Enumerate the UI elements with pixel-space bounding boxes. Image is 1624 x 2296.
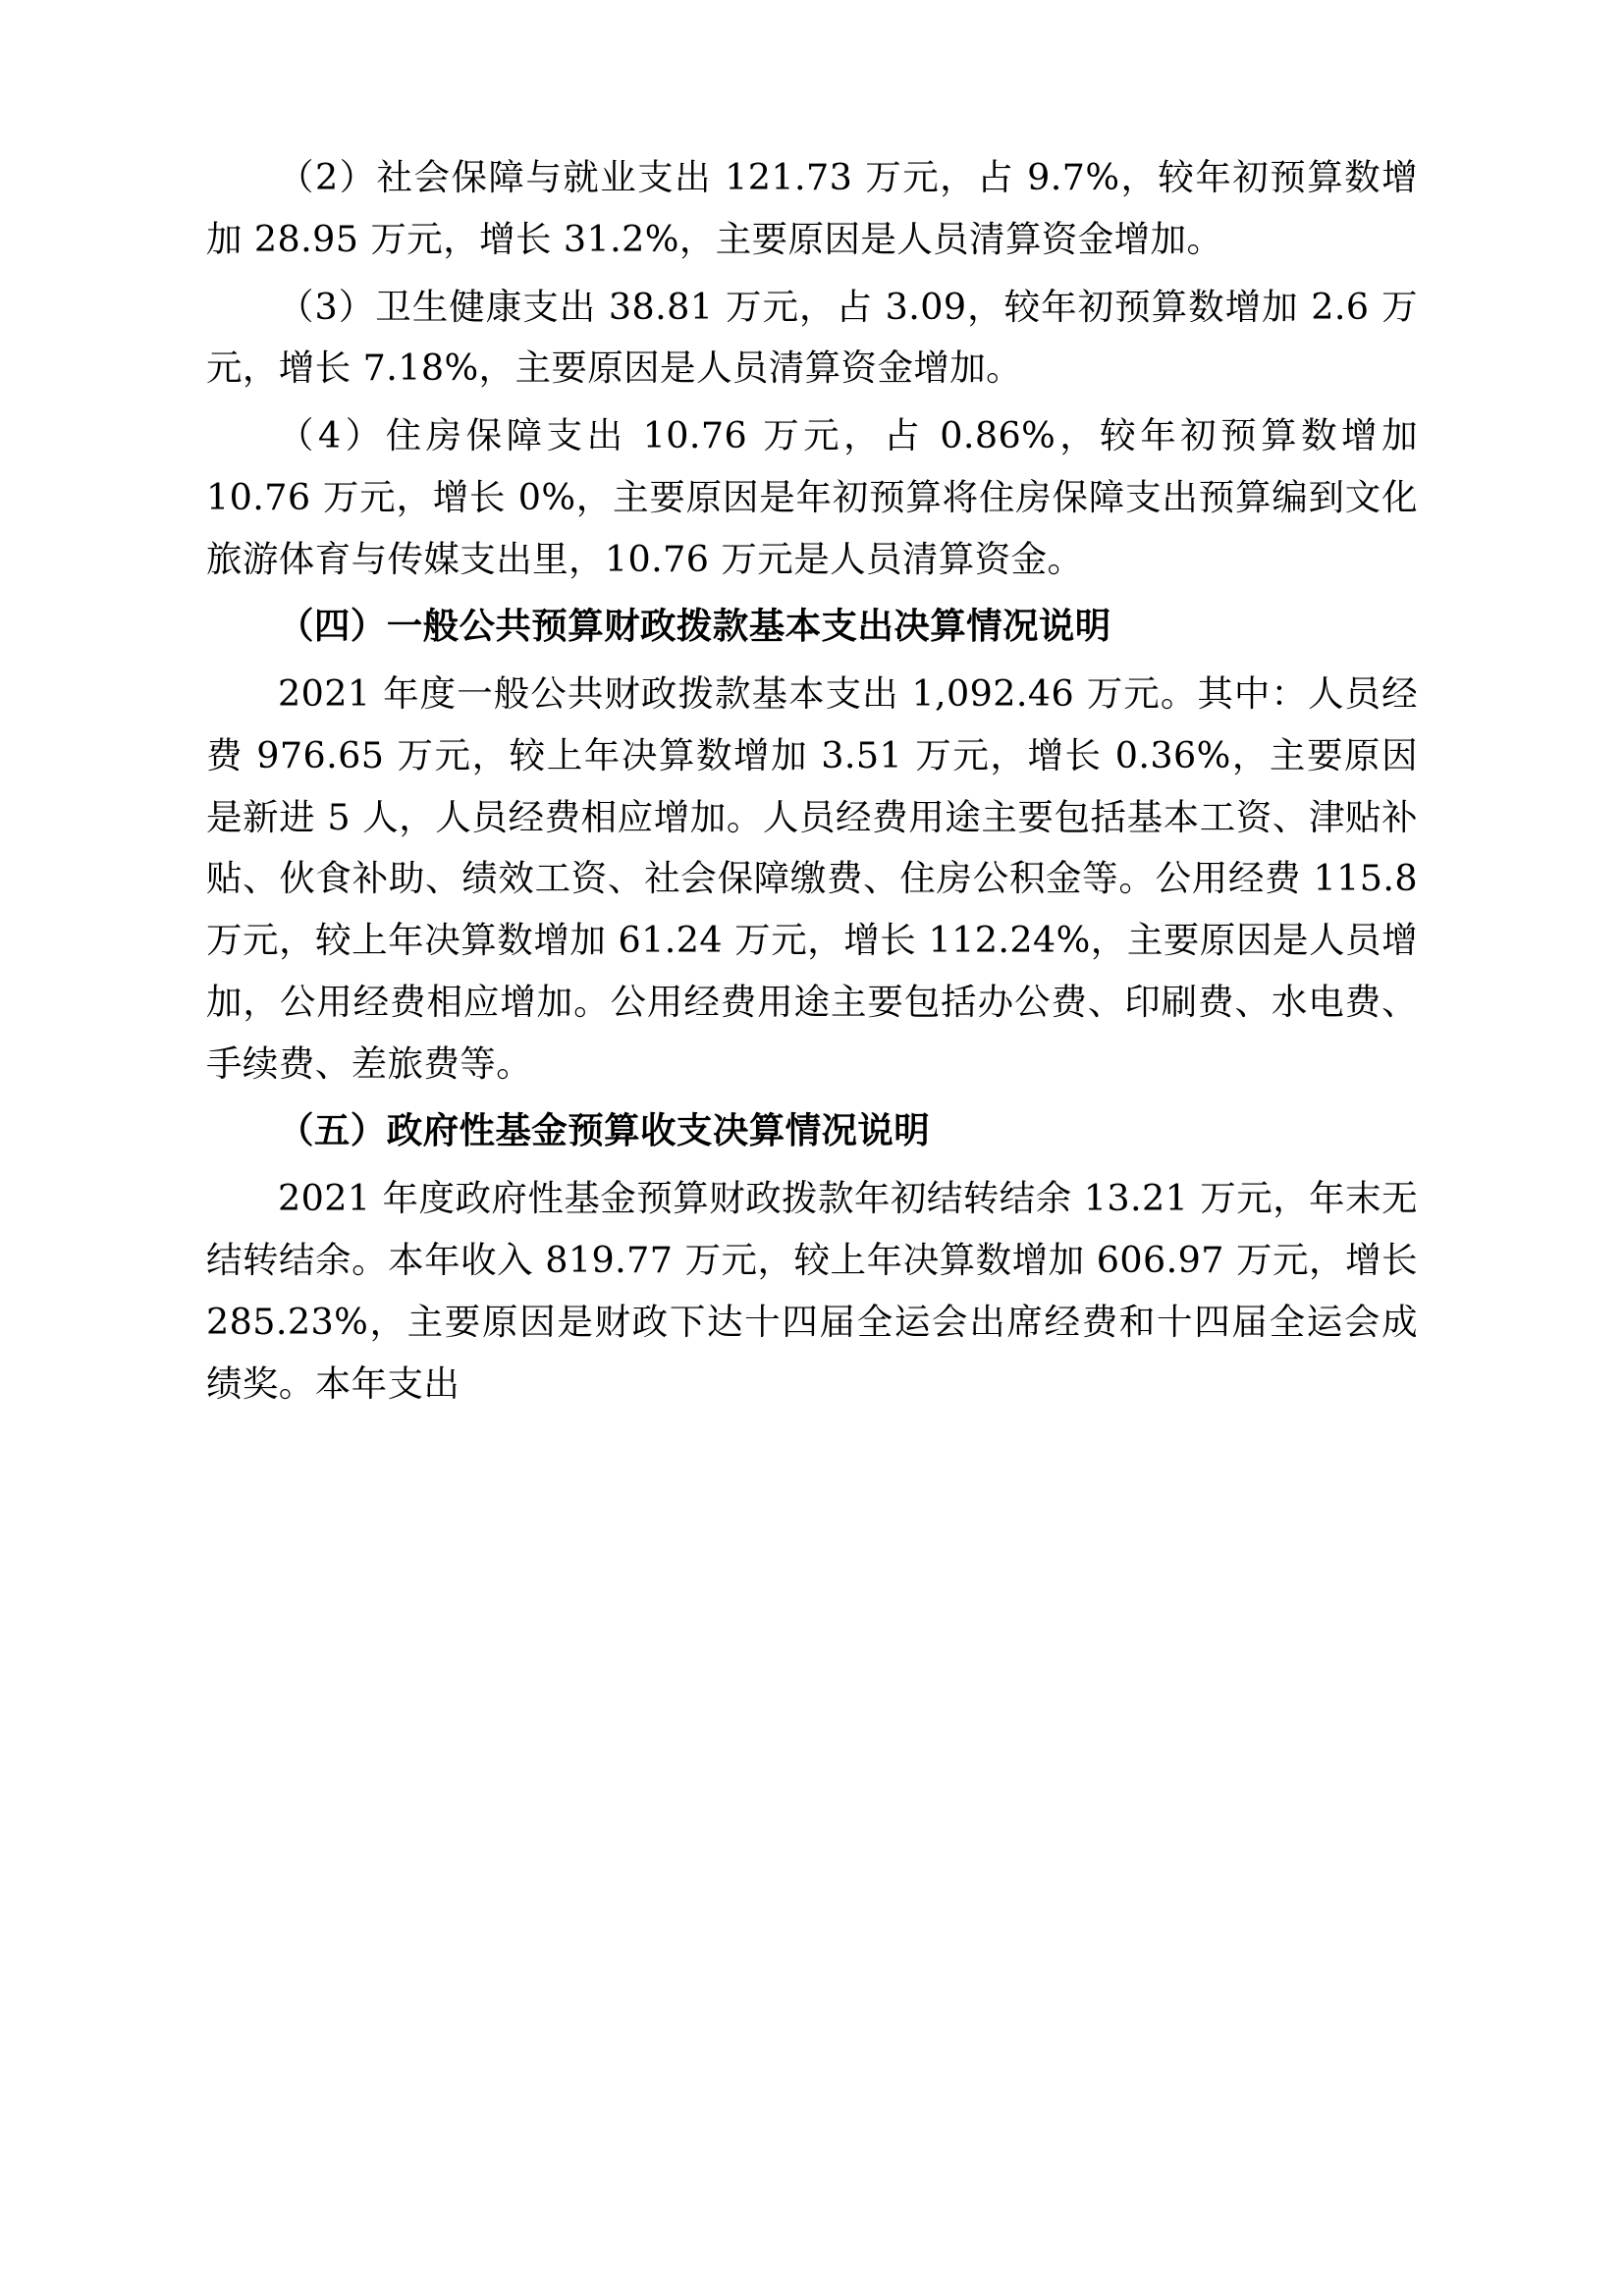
document-body <box>206 147 1418 1415</box>
section-heading-four: （四）一般公共预算财政拨款基本支出决算情况说明 <box>278 605 1111 648</box>
paragraph-item-3: （3）卫生健康支出 38.81 万元，占 3.09，较年初预算数增加 2.6 万元，增长 7.18%，主要原因是人员清算资金增加。 <box>206 285 1418 390</box>
paragraph-section-four-body: 2021 年度一般公共财政拨款基本支出 1,092.46 万元。其中：人员经费 976.65 万元，较上年决算数增加 3.51 万元，增长 0.36%，主要原因是新进 5 人，人员经费相应增加。人员经费用途主要包括基本工资、津贴补贴、伙食补助、绩效工资、社会保障缴费、住房公积金等。公用经费 115.8 万元，较上年决算数增加 61.24 万元，增长 112.24%，主要原因是人员增加，公用经费相应增加。公用经费用途主要包括办公费、印刷费、水电费、手续费、差旅费等。 <box>206 672 1418 1085</box>
paragraph-section-five-body: 2021 年度政府性基金预算财政拨款年初结转结余 13.21 万元，年末无结转结余。本年收入 819.77 万元，较上年决算数增加 606.97 万元，增长 285.23%，主要原因是财政下达十四届全运会出席经费和十四届全运会成绩奖。本年支出 <box>206 1177 1418 1405</box>
paragraph-item-4: （4）住房保障支出 10.76 万元，占 0.86%，较年初预算数增加 10.76 万元，增长 0%，主要原因是年初预算将住房保障支出预算编到文化旅游体育与传媒支出里，10.76 万元是人员清算资金。 <box>206 414 1418 580</box>
section-heading-five: （五）政府性基金预算收支决算情况说明 <box>278 1109 931 1152</box>
paragraph-item-2: （2）社会保障与就业支出 121.73 万元，占 9.7%，较年初预算数增加 28.95 万元，增长 31.2%，主要原因是人员清算资金增加。 <box>206 156 1418 260</box>
